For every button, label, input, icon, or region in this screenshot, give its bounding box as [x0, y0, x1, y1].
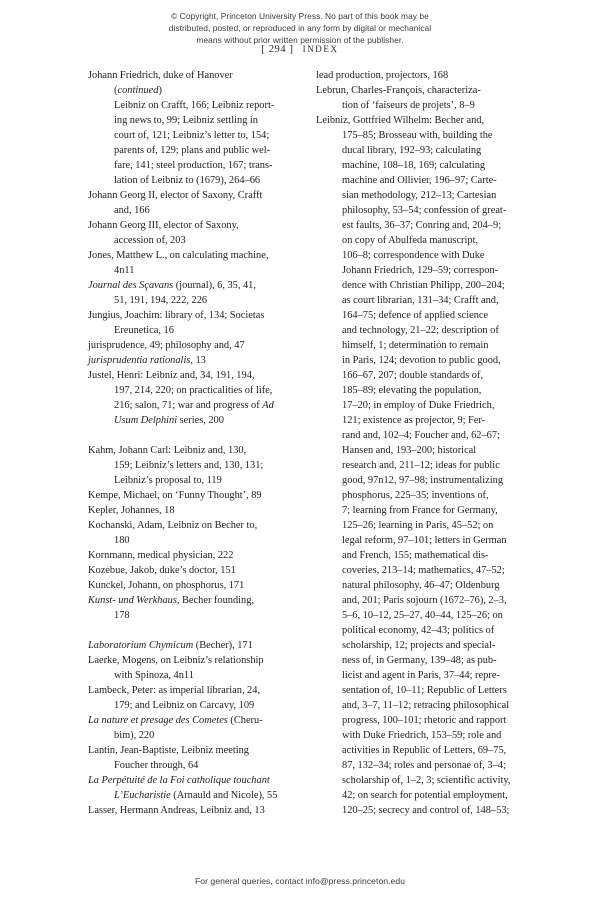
index-subentry-line: 178: [114, 610, 130, 621]
index-entry-line: Journal des Sçavans (journal), 6, 35, 41,: [88, 280, 256, 291]
index-entry-line: Johann Friedrich, duke of Hanover: [88, 70, 233, 81]
index-entry-line: Kahm, Johann Carl: Leibniz and, 130,: [88, 445, 247, 456]
index-subentry-line: machine, 108–18, 169; calculating: [342, 160, 486, 171]
index-subentry-line: 121; existence as projector, 9; Fer-: [342, 415, 486, 426]
index-entry-line: lead production, projectors, 168: [316, 70, 449, 81]
copyright-line-2: distributed, posted, or reproduced in any form by digital or mechanical: [168, 23, 432, 34]
index-entry-line: La Perpétuité de la Foi catholique touchant: [88, 775, 270, 786]
index-subentry-line: 159; Leibniz’s letters and, 130, 131;: [114, 460, 264, 471]
index-subentry-line: tion of ‘faiseurs de projets’, 8–9: [342, 100, 475, 111]
index-subentry-line: and, 3–7, 11–12; retracing philosophical: [342, 700, 510, 711]
index-subentry-line: himself, 1; determination to remain: [342, 340, 489, 351]
page-folio: [ 294 ]: [261, 44, 294, 55]
index-subentry-line: Ereunetica, 16: [114, 325, 174, 336]
index-subentry-line: 17–20; in employ of Duke Friedrich,: [342, 400, 495, 411]
index-subentry-line: lation of Leibniz to (1679), 264–66: [114, 175, 261, 186]
index-subentry-line: sentation of, 10–11; Republic of Letters: [342, 685, 507, 696]
index-entry-line: Lasser, Hermann Andreas, Leibniz and, 13: [88, 805, 265, 816]
index-subentry-line: in Paris, 124; devotion to public good,: [342, 355, 501, 366]
index-subentry-line: 51, 191, 194, 222, 226: [114, 295, 208, 306]
index-subentry-line: with Spinoza, 4n11: [114, 670, 194, 681]
index-subentry-line: 166–67, 207; double standards of,: [342, 370, 484, 381]
index-entry-line: Leibniz, Gottfried Wilhelm: Becher and,: [316, 115, 485, 126]
index-entry-line: Jones, Matthew L., on calculating machine,: [88, 250, 269, 261]
index-subentry-line: L’Eucharistie (Arnauld and Nicole), 55: [114, 790, 278, 801]
index-letter-gap: [88, 623, 297, 638]
index-subentry-line: scholarship, 12; projects and special-: [342, 640, 496, 651]
index-letter-gap: [88, 428, 297, 443]
index-subentry-line: 42; on search for potential employment,: [342, 790, 508, 801]
index-subentry-line: sian methodology, 212–13; Cartesian: [342, 190, 497, 201]
copyright-notice: [0, 10, 600, 47]
index-subentry-line: dence with Christian Philipp, 200–204;: [342, 280, 505, 291]
index-subentry-line: bim), 220: [114, 730, 155, 741]
index-subentry-line: 175–85; Brosseau with, building the: [342, 130, 493, 141]
index-column-right: [316, 68, 525, 818]
running-head: [0, 44, 600, 55]
index-subentry-line: 106–8; correspondence with Duke: [342, 250, 485, 261]
index-subentry-line: ness of, in Germany, 139–48; as pub-: [342, 655, 497, 666]
index-subentry-line: rand and, 102–4; Foucher and, 62–67;: [342, 430, 500, 441]
index-subentry-line: 7; learning from France for Germany,: [342, 505, 498, 516]
index-entry-line: Jungius, Joachim: library of, 134; Societas: [88, 310, 265, 321]
footer-queries: For general queries, contact info@press.princeton.edu: [194, 876, 406, 886]
index-entry-line: jurisprudence, 49; philosophy and, 47: [88, 340, 245, 351]
index-subentry-line: licist and agent in Paris, 37–44; repre-: [342, 670, 500, 681]
index-subentry-line: ing news to, 99; Leibniz settling in: [114, 115, 258, 126]
index-subentry-line: and technology, 21–22; description of: [342, 325, 499, 336]
index-subentry-line: Hansen and, 193–200; historical: [342, 445, 477, 456]
index-subentry-line: Foucher through, 64: [114, 760, 199, 771]
index-entry-line: Kornmann, medical physician, 222: [88, 550, 234, 561]
index-entry-line: Kepler, Johannes, 18: [88, 505, 175, 516]
index-subentry-line: machine and Ollivier, 196–97; Carte-: [342, 175, 497, 186]
index-subentry-line: with Duke Friedrich, 153–59; role and: [342, 730, 502, 741]
index-subentry-line: 216; salon, 71; war and progress of Ad: [114, 400, 274, 411]
index-subentry-line: political economy, 42–43; politics of: [342, 625, 495, 636]
index-columns: [88, 68, 525, 818]
index-subentry-line: and, 166: [114, 205, 150, 216]
index-entry-line: Laerke, Mogens, on Leibniz’s relationship: [88, 655, 264, 666]
index-entry-line: jurisprudentia rationalis, 13: [88, 355, 206, 366]
index-subentry-line: 4n11: [114, 265, 135, 276]
index-column-left: [88, 68, 297, 818]
index-subentry-line: 197, 214, 220; on practicalities of life,: [114, 385, 273, 396]
index-subentry-line: Leibniz’s proposal to, 119: [114, 475, 222, 486]
index-subentry-line: Johann Friedrich, 129–59; correspon-: [342, 265, 499, 276]
index-entry-line: Johann Georg III, elector of Saxony,: [88, 220, 239, 231]
index-subentry-line: and, 201; Paris sojourn (1672–76), 2–3,: [342, 595, 507, 606]
index-entry-line: Lebrun, Charles-François, characteriza-: [316, 85, 481, 96]
running-head-label: INDEX: [302, 44, 339, 54]
index-subentry-line: 125–26; learning in Paris, 45–52; on: [342, 520, 494, 531]
index-subentry-line: fare, 141; steel production, 167; trans-: [114, 160, 273, 171]
index-subentry-line: Leibniz on Crafft, 166; Leibniz report-: [114, 100, 275, 111]
index-entry-line: Kempe, Michael, on ‘Funny Thought’, 89: [88, 490, 262, 501]
index-subentry-line: legal reform, 97–101; letters in German: [342, 535, 507, 546]
index-subentry-line: Usum Delphini series, 200: [114, 415, 224, 426]
index-subentry-line: 87, 132–34; roles and personae of, 3–4;: [342, 760, 506, 771]
index-entry-line: Kochanski, Adam, Leibniz on Becher to,: [88, 520, 258, 531]
index-entry-line: Justel, Henri: Leibniz and, 34, 191, 194,: [88, 370, 255, 381]
index-subentry-line: 5–6, 10–12, 25–27, 40–44, 125–26; on: [342, 610, 503, 621]
index-subentry-line: as court librarian, 131–34; Crafft and,: [342, 295, 499, 306]
index-subentry-line: parents of, 129; plans and public wel-: [114, 145, 271, 156]
index-subentry-line: est faults, 36–37; Conring and, 204–9;: [342, 220, 502, 231]
index-entry-line: La nature et presage des Cometes (Cheru-: [88, 715, 263, 726]
index-subentry-line: 185–89; elevating the population,: [342, 385, 482, 396]
index-subentry-line: accession of, 203: [114, 235, 186, 246]
index-subentry-line: progress, 100–101; rhetoric and rapport: [342, 715, 507, 726]
index-entry-line: Johann Georg II, elector of Saxony, Crafft: [88, 190, 263, 201]
index-subentry-line: phosphorus, 225–35; inventions of,: [342, 490, 489, 501]
index-subentry-line: ducal library, 192–93; calculating: [342, 145, 482, 156]
index-subentry-line: good, 97n12, 97–98; instrumentalizing: [342, 475, 504, 486]
index-subentry-line: activities in Republic of Letters, 69–75,: [342, 745, 507, 756]
index-entry-line: Laboratorium Chymicum (Becher), 171: [88, 640, 253, 651]
index-subentry-line: coveries, 213–14; mathematics, 47–52;: [342, 565, 505, 576]
index-subentry-line: (continued): [114, 85, 162, 96]
index-subentry-line: and French, 155; mathematical dis-: [342, 550, 489, 561]
index-entry-line: Lambeck, Peter: as imperial librarian, 24,: [88, 685, 261, 696]
copyright-line-3: means without prior written permission of the publisher.: [196, 35, 404, 46]
index-subentry-line: 120–25; secrecy and control of, 148–53;: [342, 805, 510, 816]
index-subentry-line: scholarship of, 1–2, 3; scientific activity,: [342, 775, 511, 786]
index-entry-line: Lantin, Jean-Baptiste, Leibniz meeting: [88, 745, 249, 756]
index-subentry-line: court of, 121; Leibniz’s letter to, 154;: [114, 130, 270, 141]
index-subentry-line: 179; and Leibniz on Carcavy, 109: [114, 700, 255, 711]
index-subentry-line: 180: [114, 535, 130, 546]
index-subentry-line: philosophy, 53–54; confession of great-: [342, 205, 507, 216]
index-entry-line: Kunckel, Johann, on phosphorus, 171: [88, 580, 245, 591]
copyright-line-1: © Copyright, Princeton University Press. No part of this book may be: [171, 11, 429, 21]
index-subentry-line: research and, 211–12; ideas for public: [342, 460, 500, 471]
index-entry-line: Kunst- und Werkhaus, Becher founding,: [88, 595, 255, 606]
index-entry-line: Kozebue, Jakob, duke’s doctor, 151: [88, 565, 236, 576]
index-subentry-line: natural philosophy, 46–47; Oldenburg: [342, 580, 500, 591]
index-subentry-line: 164–75; defence of applied science: [342, 310, 489, 321]
index-subentry-line: on copy of Abulfeda manuscript,: [342, 235, 479, 246]
